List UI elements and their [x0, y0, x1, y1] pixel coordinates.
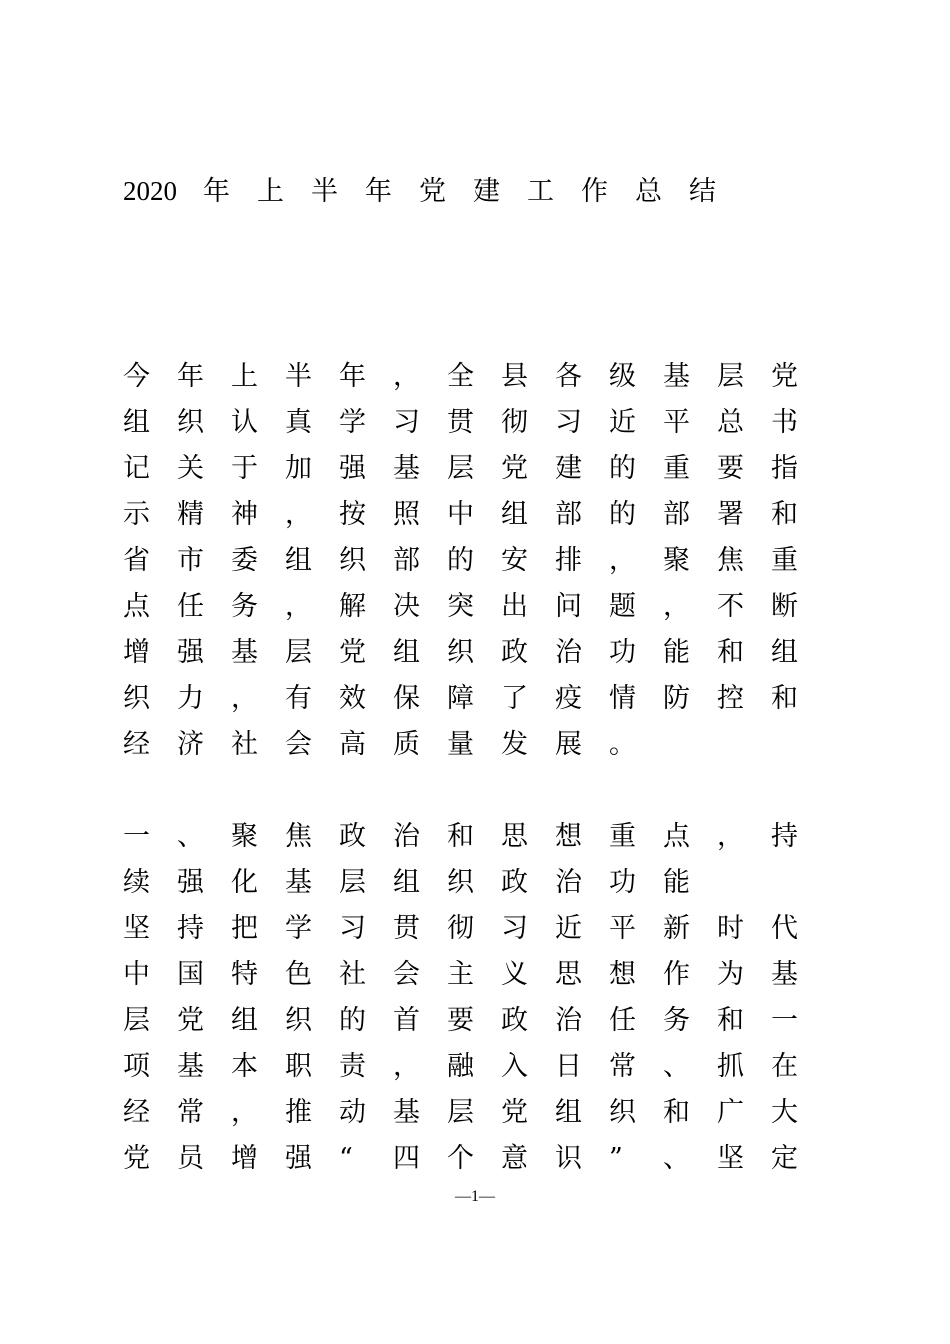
text-char: 坚 — [717, 1143, 744, 1174]
text-char: 半 — [285, 361, 312, 392]
text-char: 中 — [447, 499, 474, 530]
text-char: 贯 — [393, 913, 420, 944]
text-char: 常 — [177, 1097, 204, 1128]
title-char: 总 — [635, 176, 662, 207]
text-char: 障 — [447, 683, 474, 714]
text-char: 治 — [393, 821, 420, 852]
text-char: 防 — [663, 683, 690, 714]
text-char: 效 — [339, 683, 366, 714]
text-char: 层 — [447, 1097, 474, 1128]
text-char: 照 — [393, 499, 420, 530]
text-char: 功 — [609, 867, 636, 898]
text-char: 和 — [771, 683, 798, 714]
text-char: 思 — [555, 959, 582, 990]
text-char: 织 — [285, 1005, 312, 1036]
text-char: 高 — [339, 729, 366, 760]
text-char: 安 — [501, 545, 528, 576]
text-char: 展 — [555, 729, 582, 760]
text-char: 党 — [339, 637, 366, 668]
text-char: 基 — [393, 453, 420, 484]
title-char: 作 — [581, 176, 608, 207]
text-char: 的 — [609, 499, 636, 530]
text-char: 基 — [231, 637, 258, 668]
text-char: ， — [663, 591, 690, 622]
text-char: 持 — [177, 913, 204, 944]
text-char: 总 — [717, 407, 744, 438]
text-char: 日 — [555, 1051, 582, 1082]
text-char: 聚 — [231, 821, 258, 852]
text-char: 要 — [447, 1005, 474, 1036]
text-char: 想 — [609, 959, 636, 990]
text-char: 代 — [771, 913, 798, 944]
text-char: 强 — [339, 453, 366, 484]
text-char: 部 — [393, 545, 420, 576]
text-char: 意 — [501, 1143, 528, 1174]
text-char: ， — [609, 545, 636, 576]
text-char: 学 — [285, 913, 312, 944]
text-char: 有 — [285, 683, 312, 714]
text-char: 署 — [717, 499, 744, 530]
text-char: 入 — [501, 1051, 528, 1082]
section-line — [123, 1136, 823, 1182]
text-char: 上 — [231, 361, 258, 392]
text-char: 强 — [177, 867, 204, 898]
text-char: 个 — [447, 1143, 474, 1174]
text-char: ， — [393, 1051, 420, 1082]
text-char: 员 — [177, 1143, 204, 1174]
text-char: 动 — [339, 1097, 366, 1128]
text-char: 层 — [339, 867, 366, 898]
intro-line — [123, 492, 823, 538]
text-char: 务 — [231, 591, 258, 622]
text-char: ， — [717, 821, 744, 852]
text-char: 。 — [609, 729, 636, 760]
text-char: 党 — [501, 1097, 528, 1128]
intro-line — [123, 722, 823, 768]
intro-line — [123, 630, 823, 676]
text-char: 化 — [231, 867, 258, 898]
text-char: 政 — [501, 637, 528, 668]
text-char: 广 — [717, 1097, 744, 1128]
text-char: 织 — [447, 867, 474, 898]
text-char: 基 — [177, 1051, 204, 1082]
text-char: 首 — [393, 1005, 420, 1036]
text-char: 记 — [123, 453, 150, 484]
text-char: 持 — [771, 821, 798, 852]
text-char: 突 — [447, 591, 474, 622]
intro-line — [123, 446, 823, 492]
section-line — [123, 860, 823, 906]
text-char: 和 — [717, 637, 744, 668]
text-char: 精 — [177, 499, 204, 530]
text-char: 贯 — [447, 407, 474, 438]
text-char: 主 — [447, 959, 474, 990]
text-char: 指 — [771, 453, 798, 484]
text-char: 会 — [285, 729, 312, 760]
text-char: 组 — [285, 545, 312, 576]
text-char: ， — [231, 1097, 258, 1128]
text-char: 力 — [177, 683, 204, 714]
text-char: 组 — [231, 1005, 258, 1036]
text-char: 定 — [771, 1143, 798, 1174]
text-char: 于 — [231, 453, 258, 484]
intro-line — [123, 538, 823, 584]
text-char: 习 — [339, 913, 366, 944]
text-char: 全 — [447, 361, 474, 392]
text-char: 排 — [555, 545, 582, 576]
text-char: 作 — [663, 959, 690, 990]
text-char: 织 — [339, 545, 366, 576]
text-char: 本 — [231, 1051, 258, 1082]
text-char: 神 — [231, 499, 258, 530]
text-char: 织 — [123, 683, 150, 714]
text-char: 政 — [501, 1005, 528, 1036]
text-char: 想 — [555, 821, 582, 852]
title-char: 工 — [527, 176, 554, 207]
text-char: 重 — [609, 821, 636, 852]
text-char: 续 — [123, 867, 150, 898]
text-char: 建 — [555, 453, 582, 484]
text-char: 推 — [285, 1097, 312, 1128]
text-char: 组 — [393, 867, 420, 898]
text-char: 了 — [501, 683, 528, 714]
text-char: 焦 — [717, 545, 744, 576]
text-char: 时 — [717, 913, 744, 944]
text-char: 的 — [339, 1005, 366, 1036]
text-char: 彻 — [501, 407, 528, 438]
text-char: 治 — [555, 867, 582, 898]
text-char: 委 — [231, 545, 258, 576]
title-char: 建 — [473, 176, 500, 207]
intro-line — [123, 676, 823, 722]
text-char: 不 — [717, 591, 744, 622]
text-char: 经 — [123, 1097, 150, 1128]
text-char: 部 — [555, 499, 582, 530]
text-char: 焦 — [285, 821, 312, 852]
text-char: ， — [231, 683, 258, 714]
title-char: 年 — [365, 176, 392, 207]
text-char: 能 — [663, 867, 690, 898]
text-char: 能 — [663, 637, 690, 668]
text-char: 一 — [123, 821, 150, 852]
text-char: 项 — [123, 1051, 150, 1082]
text-char: 疫 — [555, 683, 582, 714]
text-char: 务 — [663, 1005, 690, 1036]
section-line — [123, 952, 823, 998]
text-char: 基 — [393, 1097, 420, 1128]
text-char: 社 — [339, 959, 366, 990]
text-char: 关 — [177, 453, 204, 484]
text-char: 学 — [339, 407, 366, 438]
text-char: 决 — [393, 591, 420, 622]
text-char: 职 — [285, 1051, 312, 1082]
text-char: 在 — [771, 1051, 798, 1082]
text-char: 识 — [555, 1143, 582, 1174]
text-char: 特 — [231, 959, 258, 990]
text-char: 题 — [609, 591, 636, 622]
text-char: ， — [285, 591, 312, 622]
text-char: 习 — [555, 407, 582, 438]
text-char: 增 — [123, 637, 150, 668]
text-char: 组 — [555, 1097, 582, 1128]
text-char: 解 — [339, 591, 366, 622]
text-char: 平 — [663, 407, 690, 438]
text-char: 把 — [231, 913, 258, 944]
text-char: 织 — [447, 637, 474, 668]
text-char: 控 — [717, 683, 744, 714]
text-char: 基 — [663, 361, 690, 392]
text-char: 加 — [285, 453, 312, 484]
text-char: 和 — [447, 821, 474, 852]
text-char: 年 — [339, 361, 366, 392]
text-char: 县 — [501, 361, 528, 392]
section-one — [123, 814, 823, 1182]
title-char: 上 — [257, 176, 284, 207]
text-char: 层 — [123, 1005, 150, 1036]
text-char: 的 — [447, 545, 474, 576]
text-char: 组 — [501, 499, 528, 530]
text-char: 和 — [771, 499, 798, 530]
text-char: 近 — [609, 407, 636, 438]
text-char: 质 — [393, 729, 420, 760]
section-line — [123, 814, 823, 860]
text-char: 常 — [609, 1051, 636, 1082]
intro-line — [123, 354, 823, 400]
text-char: 组 — [123, 407, 150, 438]
text-char: 责 — [339, 1051, 366, 1082]
text-char: 基 — [285, 867, 312, 898]
text-char: 治 — [555, 637, 582, 668]
text-char: 新 — [663, 913, 690, 944]
text-char: 四 — [393, 1143, 420, 1174]
text-char: 认 — [231, 407, 258, 438]
text-char: 济 — [177, 729, 204, 760]
text-char: 、 — [663, 1143, 690, 1174]
text-char: 省 — [123, 545, 150, 576]
title-year: 2020 — [123, 176, 177, 206]
text-char: 强 — [285, 1143, 312, 1174]
title-char: 党 — [419, 176, 446, 207]
text-char: 党 — [771, 361, 798, 392]
text-char: 重 — [771, 545, 798, 576]
text-char: 国 — [177, 959, 204, 990]
text-char: 聚 — [663, 545, 690, 576]
text-char: 色 — [285, 959, 312, 990]
title-char: 年 — [203, 176, 230, 207]
text-char: 织 — [609, 1097, 636, 1128]
text-char: 坚 — [123, 913, 150, 944]
text-char: 近 — [555, 913, 582, 944]
text-char: ， — [285, 499, 312, 530]
text-char: 织 — [177, 407, 204, 438]
text-char: 政 — [501, 867, 528, 898]
text-char: 义 — [501, 959, 528, 990]
text-char: 点 — [123, 591, 150, 622]
text-char: 任 — [177, 591, 204, 622]
text-char: 组 — [771, 637, 798, 668]
text-char: 层 — [717, 361, 744, 392]
text-char: 一 — [771, 1005, 798, 1036]
text-char: 层 — [285, 637, 312, 668]
text-char: 层 — [447, 453, 474, 484]
text-char: 大 — [771, 1097, 798, 1128]
text-char: 、 — [177, 821, 204, 852]
text-char: 断 — [771, 591, 798, 622]
text-char: “ — [339, 1143, 353, 1174]
section-line — [123, 1044, 823, 1090]
text-char: 量 — [447, 729, 474, 760]
text-char: 问 — [555, 591, 582, 622]
text-char: 和 — [663, 1097, 690, 1128]
text-char: 、 — [663, 1051, 690, 1082]
text-char: 情 — [609, 683, 636, 714]
text-char: 真 — [285, 407, 312, 438]
intro-line — [123, 400, 823, 446]
text-char: 党 — [501, 453, 528, 484]
text-char: 按 — [339, 499, 366, 530]
text-char: 彻 — [447, 913, 474, 944]
text-char: 习 — [393, 407, 420, 438]
text-char: 党 — [123, 1143, 150, 1174]
text-char: 今 — [123, 361, 150, 392]
text-char: 任 — [609, 1005, 636, 1036]
text-char: 为 — [717, 959, 744, 990]
text-char: 点 — [663, 821, 690, 852]
text-char: 出 — [501, 591, 528, 622]
section-line — [123, 906, 823, 952]
text-char: 会 — [393, 959, 420, 990]
text-char: 组 — [393, 637, 420, 668]
text-char: ， — [393, 361, 420, 392]
text-char: 功 — [609, 637, 636, 668]
title-text — [203, 176, 743, 207]
title-char: 半 — [311, 176, 338, 207]
text-char: 增 — [231, 1143, 258, 1174]
text-char: 基 — [771, 959, 798, 990]
intro-paragraph — [123, 354, 823, 768]
text-char: 经 — [123, 729, 150, 760]
text-char: 保 — [393, 683, 420, 714]
text-char: 年 — [177, 361, 204, 392]
text-char: 思 — [501, 821, 528, 852]
text-char: 抓 — [717, 1051, 744, 1082]
text-char: 习 — [501, 913, 528, 944]
text-char: 发 — [501, 729, 528, 760]
text-char: 各 — [555, 361, 582, 392]
text-char: 示 — [123, 499, 150, 530]
text-char: 强 — [177, 637, 204, 668]
text-char: 书 — [771, 407, 798, 438]
section-line — [123, 1090, 823, 1136]
intro-line — [123, 584, 823, 630]
text-char: ” — [609, 1143, 623, 1174]
section-line — [123, 998, 823, 1044]
text-char: 平 — [609, 913, 636, 944]
text-char: 市 — [177, 545, 204, 576]
text-char: 融 — [447, 1051, 474, 1082]
text-char: 中 — [123, 959, 150, 990]
text-char: 级 — [609, 361, 636, 392]
text-char: 政 — [339, 821, 366, 852]
text-char: 要 — [717, 453, 744, 484]
text-char: 部 — [663, 499, 690, 530]
title-char: 结 — [689, 176, 716, 207]
text-char: 和 — [717, 1005, 744, 1036]
text-char: 治 — [555, 1005, 582, 1036]
page-number: —1— — [455, 1188, 495, 1205]
text-char: 的 — [609, 453, 636, 484]
text-char: 重 — [663, 453, 690, 484]
text-char: 社 — [231, 729, 258, 760]
document-title — [123, 168, 743, 214]
text-char: 党 — [177, 1005, 204, 1036]
